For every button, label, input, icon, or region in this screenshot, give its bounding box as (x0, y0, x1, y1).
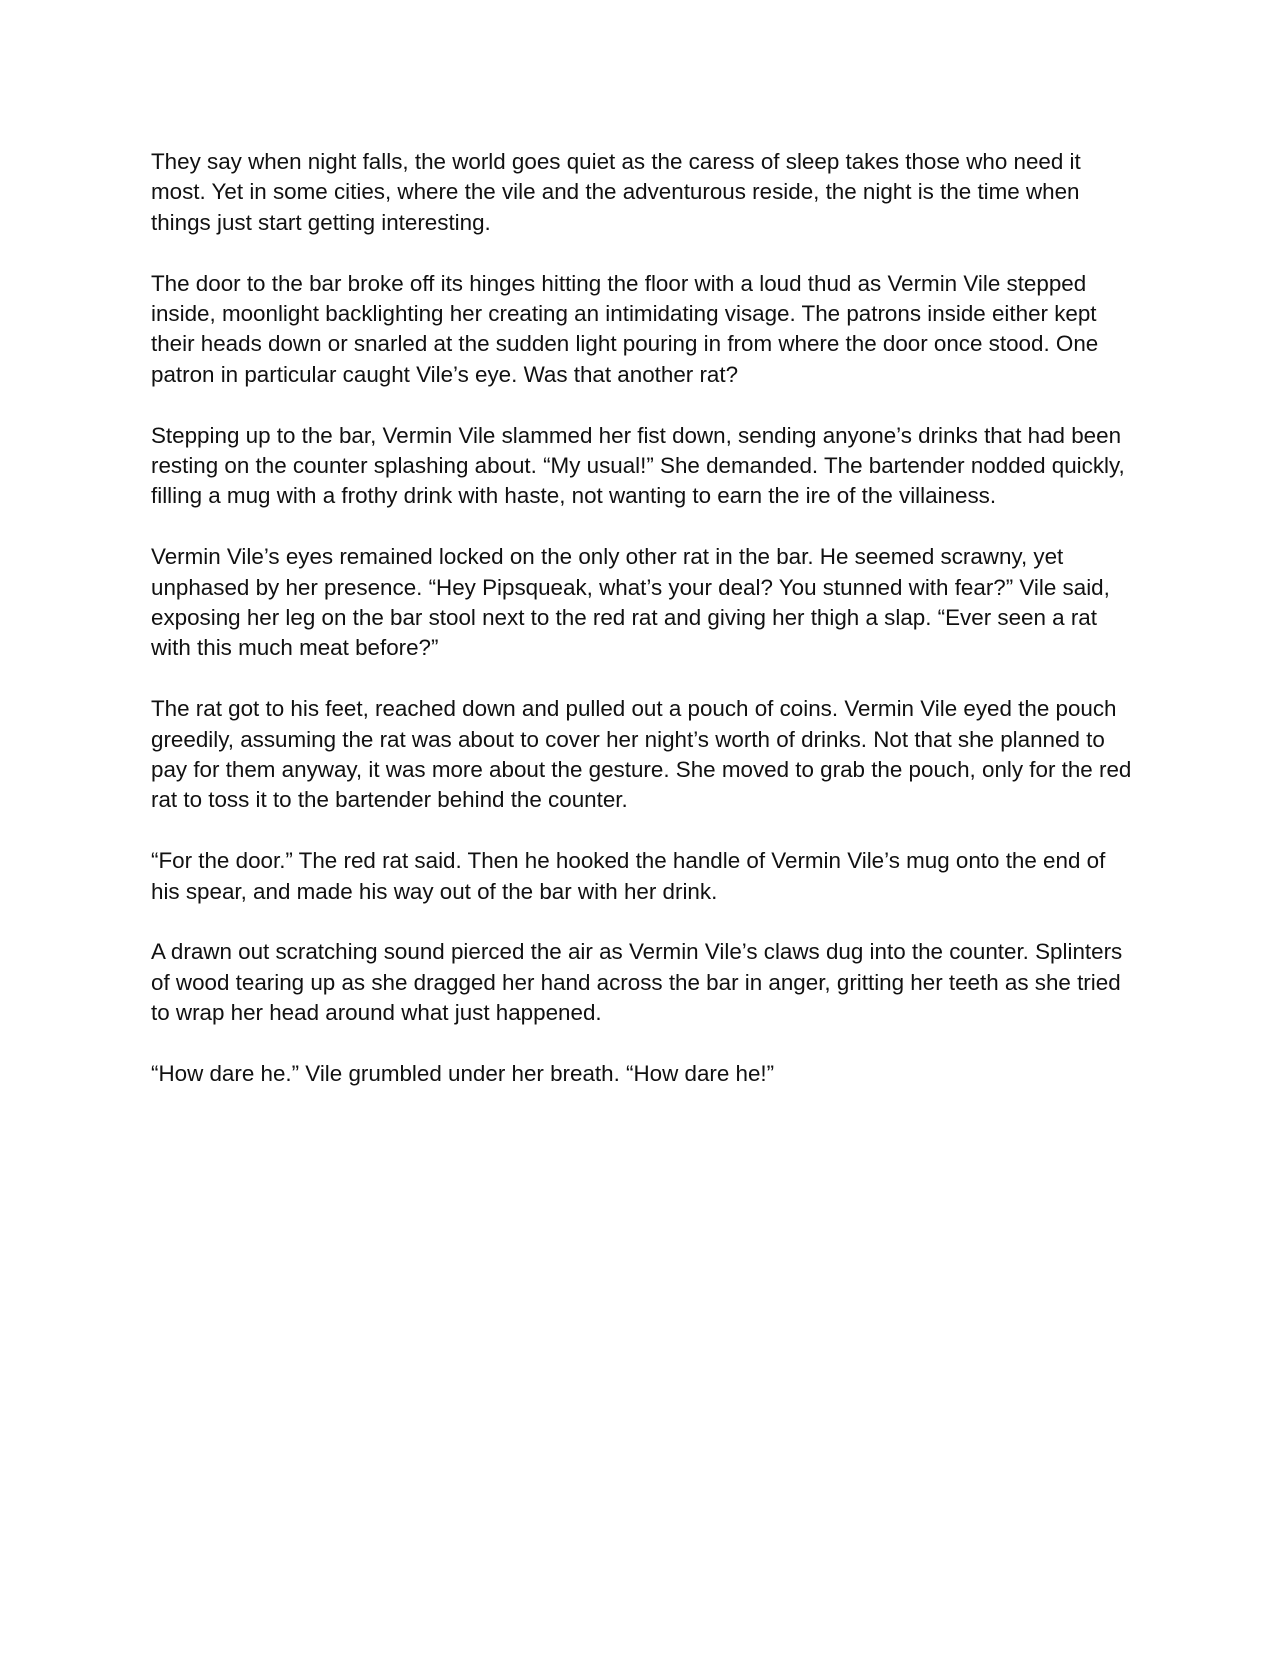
document-body (151, 147, 1136, 1120)
paragraph-3: Stepping up to the bar, Vermin Vile slammed her fist down, sending anyone’s drinks that had been resting on the counter splashing about. “My usual!” She demanded. The bartender nodded quickly, filling a mug with a frothy drink with haste, not wanting to earn the ire of the villainess. (151, 422, 1125, 509)
paragraph-7: A drawn out scratching sound pierced the air as Vermin Vile’s claws dug into the counter. Splinters of wood tearing up as she dragged her hand across the bar in anger, gritting her teeth as she tried to wrap her head around what just happened. (151, 939, 1123, 1026)
paragraph-8: “How dare he.” Vile grumbled under her breath. “How dare he!” (151, 1061, 775, 1087)
paragraph-5: The rat got to his feet, reached down and pulled out a pouch of coins. Vermin Vile eyed the pouch greedily, assuming the rat was about to cover her night’s worth of drinks. Not that she planned to pay for them anyway, it was more about the gesture. She moved to grab the pouch, only for the red rat to toss it to the bartender behind the counter. (151, 696, 1132, 813)
paragraph-6: “For the door.” The red rat said. Then he hooked the handle of Vermin Vile’s mug onto the end of his spear, and made his way out of the bar with her drink. (151, 848, 1106, 904)
paragraph-2: The door to the bar broke off its hinges hitting the floor with a loud thud as Vermin Vile stepped inside, moonlight backlighting her creating an intimidating visage. The patrons inside either kept their heads down or snarled at the sudden light pouring in from where the door once stood. One patron in particular caught Vile’s eye. Was that another rat? (151, 270, 1099, 387)
paragraph-1: They say when night falls, the world goes quiet as the caress of sleep takes those who need it most. Yet in some cities, where the vile and the adventurous reside, the night is the time when things just start getting interesting. (151, 149, 1081, 235)
paragraph-4: Vermin Vile’s eyes remained locked on the only other rat in the bar. He seemed scrawny, yet unphased by her presence. “Hey Pipsqueak, what’s your deal? You stunned with fear?” Vile said, exposing her leg on the bar stool next to the red rat and giving her thigh a slap. “Ever seen a rat with this much meat before?” (151, 544, 1110, 661)
